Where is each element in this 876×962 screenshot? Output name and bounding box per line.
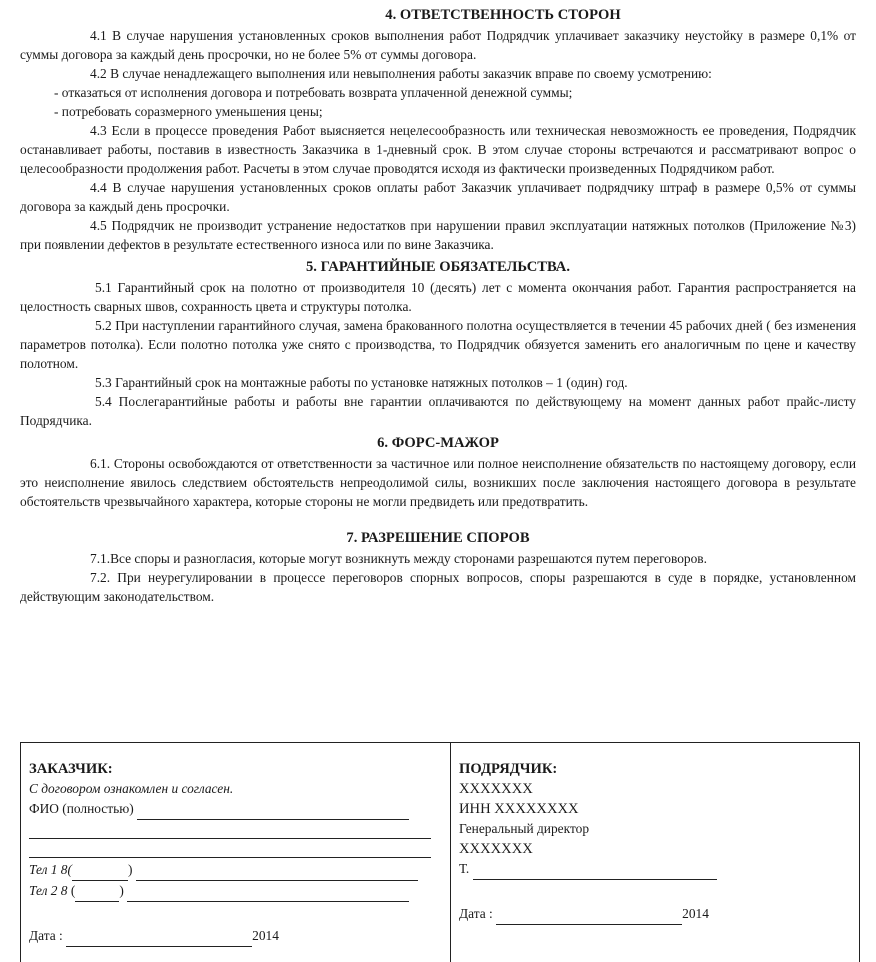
customer-tel2-paren-close: ) <box>119 883 124 898</box>
section-5-heading: 5. ГАРАНТИЙНЫЕ ОБЯЗАТЕЛЬСТВА. <box>306 259 570 275</box>
contractor-date-label: Дата : <box>459 906 493 921</box>
contractor-tel-label: Т. <box>459 861 470 876</box>
clause-6-1: 6.1. Стороны освобождаются от ответственности за частичное или полное неисполнение обязательств по настоящему договору, если это неисполнение явилось следствием обстоятельств непреодолимой силы, возникших после заключения настоящего договора в результате обстоятельств чрезвычайного характера, которые стороны не могли предвидеть или предотвратить. <box>20 456 856 509</box>
customer-tel2-paren-open: ( <box>70 883 76 898</box>
clause-4-2: 4.2 В случае ненадлежащего выполнения или невыполнения работы заказчик вправе по своему усмотрению: <box>90 66 712 81</box>
section-4-heading: 4. ОТВЕТСТВЕННОСТЬ СТОРОН <box>385 7 621 23</box>
customer-fio-row <box>29 799 439 820</box>
contract-body <box>20 4 856 606</box>
customer-fio-line-3[interactable] <box>29 839 431 858</box>
customer-tel1-code-field[interactable] <box>72 860 128 881</box>
contractor-tel-field[interactable] <box>473 859 717 880</box>
contractor-director: XXXXXXX <box>459 841 533 857</box>
clause-5-3: 5.3 Гарантийный срок на монтажные работы по установке натяжных потолков – 1 (один) год. <box>95 375 628 390</box>
clause-5-4: 5.4 Послегарантийные работы и работы вне гарантии оплачиваются по действующему на момент данных работ прайс-листу Подрядчика. <box>20 394 856 428</box>
contractor-column <box>459 759 849 925</box>
contractor-inn: ИНН XXXXXXXX <box>459 801 579 817</box>
customer-tel1-label: Тел 1 8( <box>29 862 72 877</box>
signature-block <box>20 742 860 962</box>
contractor-date-field[interactable] <box>496 904 682 925</box>
clause-7-2: 7.2. При неурегулировании в процессе переговоров спорных вопросов, споры разрешаются в суде в порядке, установленном действующим законодательством. <box>20 570 856 604</box>
clause-4-2-item-1: - отказаться от исполнения договора и потребовать возврата уплаченной денежной суммы; <box>54 85 573 100</box>
clause-5-1: 5.1 Гарантийный срок на полотно от производителя 10 (десять) лет с момента окончания работ. Гарантия распространяется на целостность сварных швов, сохранность цвета и структуры потолка. <box>20 280 856 314</box>
clause-7-1: 7.1.Все споры и разногласия, которые могут возникнуть между сторонами разрешаются путем переговоров. <box>90 551 707 566</box>
contractor-tel-row <box>459 859 849 880</box>
contractor-position: Генеральный директор <box>459 821 590 836</box>
customer-date-row <box>29 926 439 947</box>
customer-date-label: Дата : <box>29 928 63 943</box>
customer-tel1-row <box>29 860 439 881</box>
customer-tel2-row <box>29 881 439 902</box>
customer-tel1-field[interactable] <box>136 860 418 881</box>
customer-fio-line-2[interactable] <box>29 820 431 839</box>
clause-4-2-item-2: - потребовать соразмерного уменьшения цены; <box>54 104 323 119</box>
contractor-role: ПОДРЯДЧИК: <box>459 761 558 777</box>
clause-4-3: 4.3 Если в процессе проведения Работ выясняется нецелесообразность или техническая невозможность ее проведения, Подрядчик останавливает работы, поставив в известность Заказчика в 1-дневный срок. В этом случае стороны встречаются и рассматривают вопрос о целесообразности продолжения работ. Расчеты в этом случае проводятся исходя из фактически произведенных Подрядчиком работ. <box>20 123 856 176</box>
customer-date-field[interactable] <box>66 926 252 947</box>
customer-tel2-label: Тел 2 8 <box>29 883 68 898</box>
clause-4-4: 4.4 В случае нарушения установленных сроков оплаты работ Заказчик уплачивает подрядчику штраф в размере 0,5% от суммы договора за каждый день просрочки. <box>20 180 856 214</box>
customer-tel2-code-field[interactable] <box>75 881 119 902</box>
clause-4-1: 4.1 В случае нарушения установленных сроков выполнения работ Подрядчик уплачивает заказчику неустойку в размере 0,1% от суммы договора за каждый день просрочки, но не более 5% от суммы договора. <box>20 28 856 62</box>
customer-fio-label: ФИО (полностью) <box>29 801 134 816</box>
section-7-heading: 7. РАЗРЕШЕНИЕ СПОРОВ <box>346 530 530 546</box>
section-6-heading: 6. ФОРС-МАЖОР <box>377 435 499 451</box>
customer-column <box>29 759 439 947</box>
contractor-date-row <box>459 904 849 925</box>
contractor-name: XXXXXXX <box>459 781 533 797</box>
customer-role: ЗАКАЗЧИК: <box>29 761 113 777</box>
customer-agreed-note: С договором ознакомлен и согласен. <box>29 781 234 796</box>
signature-divider <box>450 743 451 962</box>
customer-tel2-field[interactable] <box>127 881 409 902</box>
clause-4-5: 4.5 Подрядчик не производит устранение недостатков при нарушении правил эксплуатации натяжных потолков (Приложение №3) при появлении дефектов в результате естественного износа или по вине Заказчика. <box>20 218 856 252</box>
contractor-date-year: 2014 <box>682 906 709 921</box>
customer-date-year: 2014 <box>252 928 279 943</box>
customer-fio-field[interactable] <box>137 799 409 820</box>
customer-tel1-paren: ) <box>127 862 133 877</box>
clause-5-2: 5.2 При наступлении гарантийного случая, замена бракованного полотна осуществляется в течении 45 рабочих дней ( без изменения параметров потолка). Если полотно потолка уже снято с производства, то Подрядчик обязуется заменить его аналогичным по цене и качеству полотном. <box>20 318 856 371</box>
